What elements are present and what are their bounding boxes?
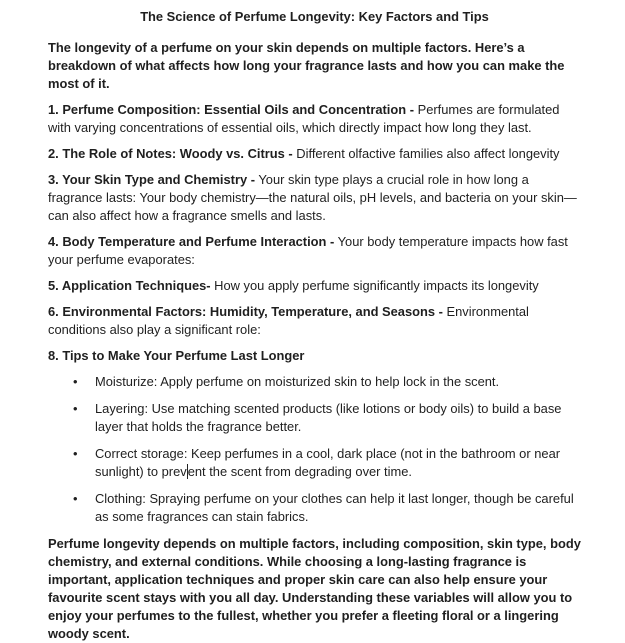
document-title: The Science of Perfume Longevity: Key Factors and Tips — [140, 9, 489, 24]
section-5-body: How you apply perfume significantly impacts its longevity — [210, 278, 539, 293]
section-2-body: Different olfactive families also affect longevity — [292, 146, 560, 161]
section-6-body: Environmental conditions also play a significant role: — [48, 304, 529, 337]
section-paragraph-1 — [48, 101, 581, 137]
conclusion-paragraph: Perfume longevity depends on multiple factors, including composition, skin type, body chemistry, and external conditions. While choosing a long-lasting fragrance is important, application techniques and proper skin care can also help ensure your favourite scent stays with you all day. Understanding these variables will allow you to enjoy your perfumes to the fullest, whether you prefer a fleeting floral or a lingering woody scent. — [48, 536, 581, 641]
section-3-body: Your skin type plays a crucial role in how long a fragrance lasts: Your body chemistry—the natural oils, pH levels, and bacteria on your skin—can also affect how a fragrance smells and lasts. — [48, 172, 577, 223]
section-1-body: Perfumes are formulated with varying concentrations of essential oils, which directly impact how long they last. — [48, 102, 560, 135]
tip-item-moisturize: • Moisturize: Apply perfume on moisturized skin to help lock in the scent. — [95, 373, 581, 391]
tips-heading: 8. Tips to Make Your Perfume Last Longer — [48, 348, 305, 363]
tips-list — [48, 373, 581, 526]
section-paragraph-5 — [48, 277, 581, 295]
section-4-lead: 4. Body Temperature and Perfume Interaction - — [48, 234, 335, 249]
section-5-lead: 5. Application Techniques- — [48, 278, 211, 293]
tip-item-layering: • Layering: Use matching scented products (like lotions or body oils) to build a base layer that holds the fragrance better. — [95, 400, 581, 436]
tip-storage-text-before-caret: Correct storage: Keep perfumes in a cool, dark place (not in the bathroom or near sunlight) to prev — [95, 446, 561, 479]
section-4-body: Your body temperature impacts how fast your perfume evaporates: — [48, 234, 568, 267]
section-1-lead: 1. Perfume Composition: Essential Oils and Concentration - — [48, 102, 415, 117]
section-paragraph-2 — [48, 145, 581, 163]
section-paragraph-4 — [48, 233, 581, 269]
section-2-lead: 2. The Role of Notes: Woody vs. Citrus - — [48, 146, 293, 161]
intro-paragraph: The longevity of a perfume on your skin depends on multiple factors. Here’s a breakdown of what affects how long your fragrance lasts and how you can make the most of it. — [48, 40, 565, 91]
tip-item-clothing: • Clothing: Spraying perfume on your clothes can help it last longer, though be careful as some fragrances can stain fabrics. — [95, 490, 581, 526]
tip-item-storage — [95, 445, 581, 481]
section-paragraph-6 — [48, 303, 581, 339]
section-3-lead: 3. Your Skin Type and Chemistry - — [48, 172, 256, 187]
tip-storage-text-after-caret: ent the scent from degrading over time. — [187, 464, 412, 479]
section-paragraph-3 — [48, 171, 581, 225]
section-6-lead: 6. Environmental Factors: Humidity, Temperature, and Seasons - — [48, 304, 443, 319]
